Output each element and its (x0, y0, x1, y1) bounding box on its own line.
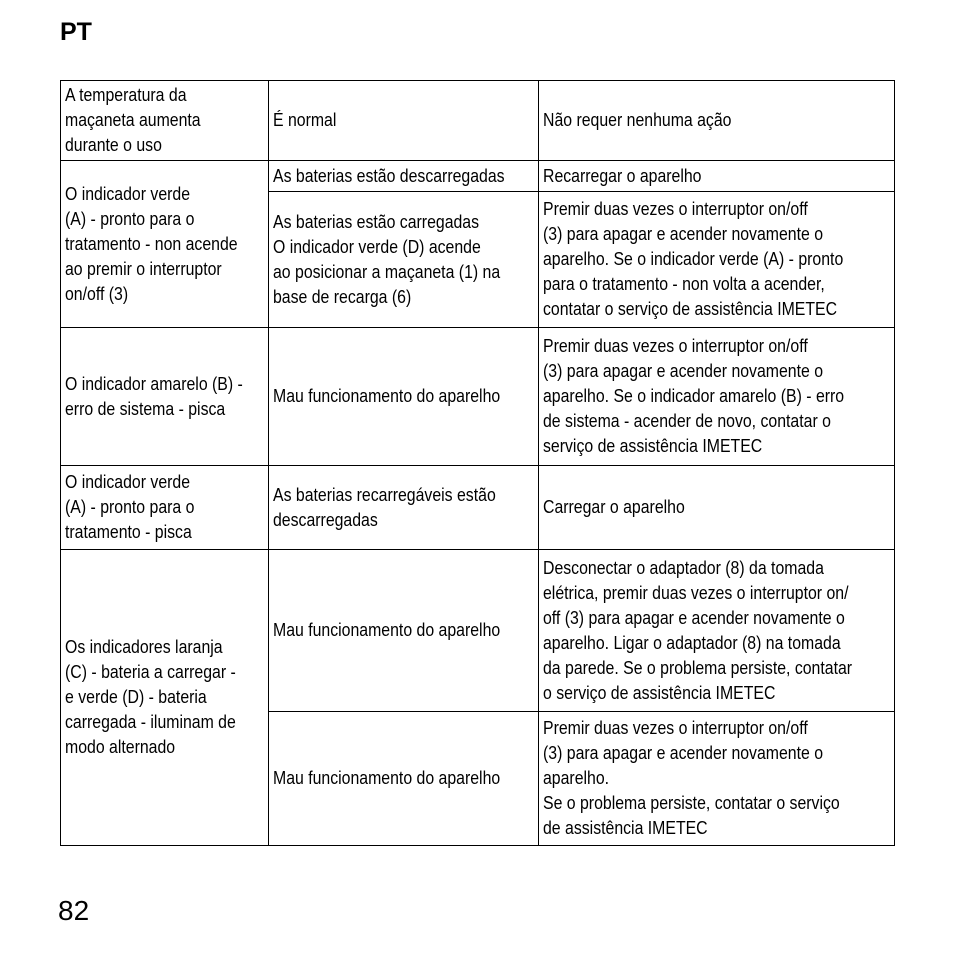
cause-cell: As baterias estão descarregadas (269, 161, 539, 192)
cause-cell: Mau funcionamento do aparelho (269, 712, 539, 846)
language-label: PT (60, 18, 92, 46)
cause-cell: As baterias estão carregadas O indicador verde (D) acende ao posicionar a maçaneta (1) na base de recarga (6) (269, 192, 539, 328)
problem-cell: O indicador verde (A) - pronto para o tratamento - pisca (61, 466, 269, 550)
solution-cell: Recarregar o aparelho (539, 161, 895, 192)
problem-cell: A temperatura da maçaneta aumenta durante o uso (61, 81, 269, 161)
table-row (61, 328, 895, 466)
table-row (61, 466, 895, 550)
problem-cell: Os indicadores laranja (C) - bateria a carregar - e verde (D) - bateria carregada - iluminam de modo alternado (61, 550, 269, 846)
solution-cell: Carregar o aparelho (539, 466, 895, 550)
table-row (61, 550, 895, 712)
problem-cell: O indicador verde (A) - pronto para o tratamento - non acende ao premir o interruptor on/off (3) (61, 161, 269, 328)
page-number: 82 (58, 895, 90, 926)
troubleshooting-table (60, 80, 895, 846)
cause-cell: As baterias recarregáveis estão descarregadas (269, 466, 539, 550)
cause-cell: É normal (269, 81, 539, 161)
solution-cell: Premir duas vezes o interruptor on/off (3) para apagar e acender novamente o aparelho. Se o indicador amarelo (B) - erro de sistema - acender de novo, contatar o serviço de assistência IMETEC (539, 328, 895, 466)
cause-cell: Mau funcionamento do aparelho (269, 328, 539, 466)
cause-cell: Mau funcionamento do aparelho (269, 550, 539, 712)
solution-cell: Desconectar o adaptador (8) da tomada elétrica, premir duas vezes o interruptor on/ off (3) para apagar e acender novamente o aparelho. Ligar o adaptador (8) na tomada da parede. Se o problema persiste, contatar o serviço de assistência IMETEC (539, 550, 895, 712)
solution-cell: Premir duas vezes o interruptor on/off (3) para apagar e acender novamente o aparelho. Se o problema persiste, contatar o serviço de assistência IMETEC (539, 712, 895, 846)
table-row (61, 161, 895, 192)
solution-cell: Premir duas vezes o interruptor on/off (3) para apagar e acender novamente o aparelho. Se o indicador verde (A) - pronto para o tratamento - non volta a acender, contatar o serviço de assistência IMETEC (539, 192, 895, 328)
problem-cell: O indicador amarelo (B) - erro de sistema - pisca (61, 328, 269, 466)
table-row (61, 81, 895, 161)
solution-cell: Não requer nenhuma ação (539, 81, 895, 161)
